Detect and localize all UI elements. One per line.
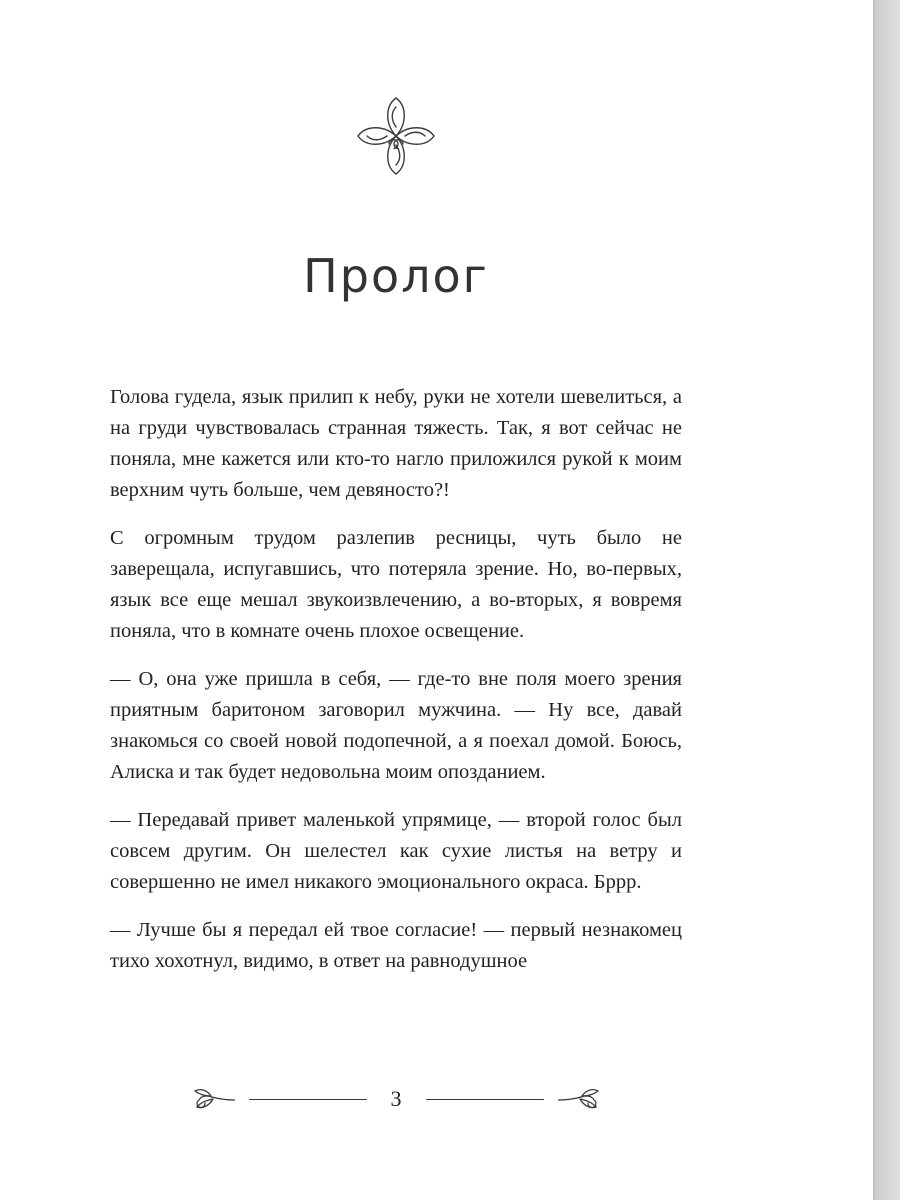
body-paragraph: — Лучше бы я передал ей твое согласие! — первый незнакомец тихо хохотнул, видимо, в ответ на равнодушное [110,919,682,972]
divider-line-right [426,1099,544,1100]
page-footer [110,1086,682,1112]
body-paragraph: С огромным трудом разлепив ресницы, чуть было не заверещала, испугавшись, что потеряла зрение. Но, во-первых, язык все еще мешал звукоизвлечению, а во-вторых, я вовремя поняла, что в комнате очень плохое освещение. [110,527,682,642]
floral-flourish-icon [337,86,455,190]
page-content [110,0,682,994]
body-paragraph: Голова гудела, язык прилип к небу, руки не хотели шевелиться, а на груди чувствовалась странная тяжесть. Так, я вот сейчас не поняла, мне кажется или кто-то нагло приложился рукой к моим верхним чуть больше, чем девяносто?! [110,386,682,501]
leaf-flourish-left-icon [191,1087,235,1111]
leaf-flourish-right-icon [558,1087,602,1111]
page-number: 3 [390,1086,402,1111]
chapter-title: Пролог [303,249,489,303]
body-paragraph: — Передавай привет маленькой упрямице, — второй голос был совсем другим. Он шелестел как сухие листья на ветру и совершенно не имел никакого эмоционального окраса. Бррр. [110,809,682,893]
chapter-body [110,382,682,977]
divider-line-left [249,1099,367,1100]
page-edge-strip [873,0,900,1200]
body-paragraph: — О, она уже пришла в себя, — где-то вне поля моего зрения приятным баритоном заговорил мужчина. — Ну все, давай знакомься со своей новой подопечной, а я поехал домой. Боюсь, Алиска и так будет недовольна моим опозданием. [110,668,682,783]
chapter-ornament [110,86,682,190]
